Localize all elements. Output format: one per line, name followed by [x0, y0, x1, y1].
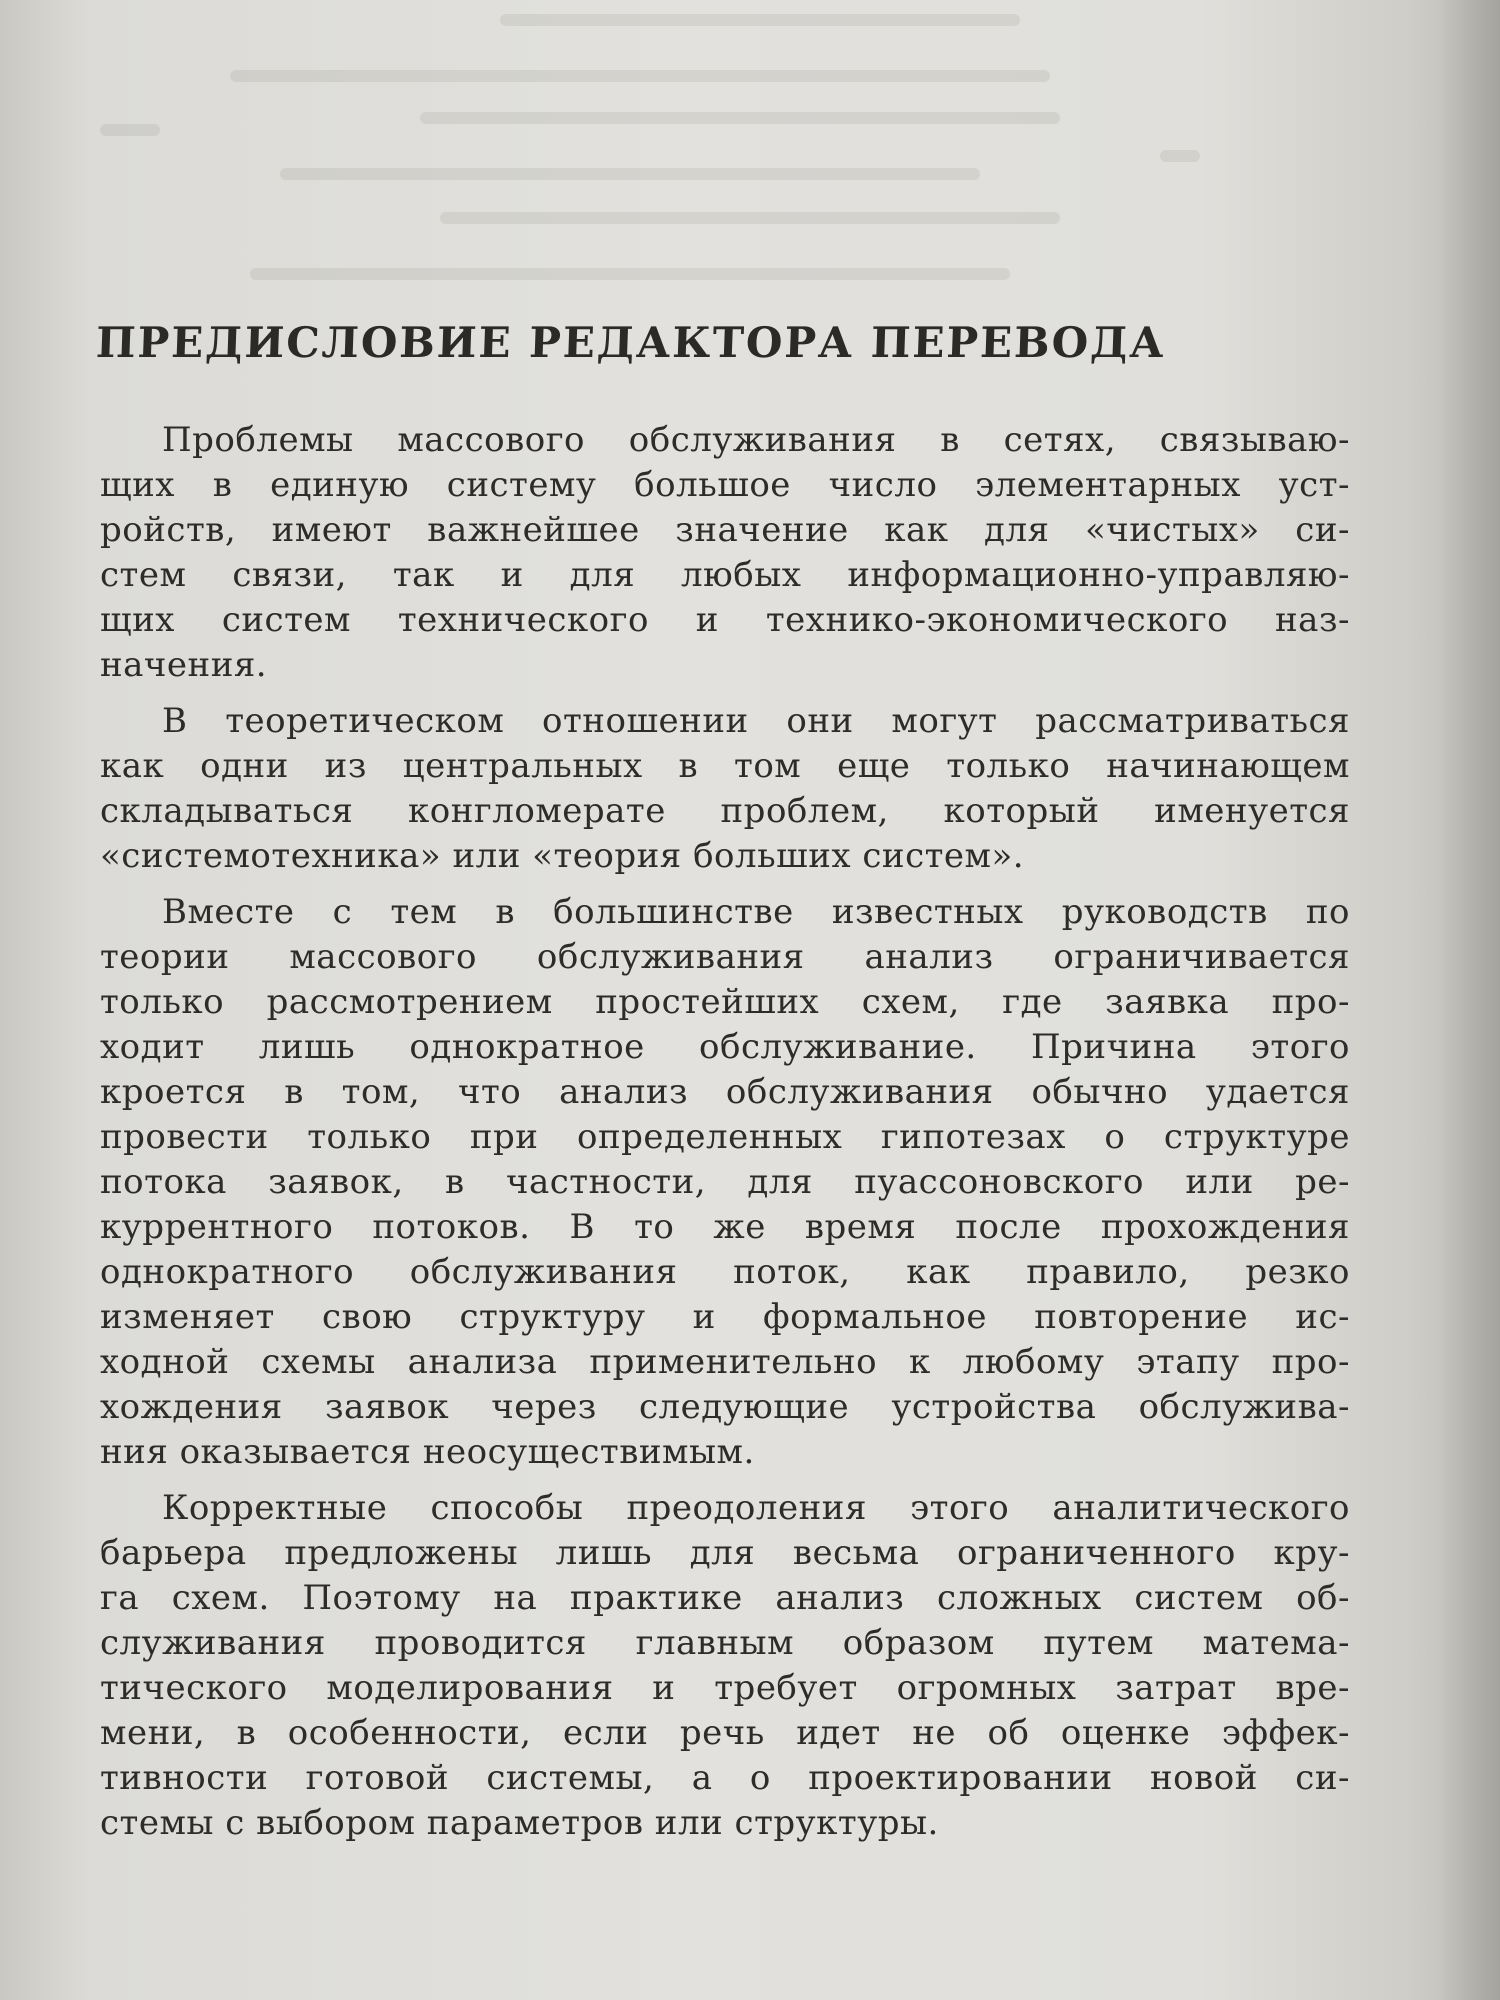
text-line: ния оказывается неосуществимым. — [100, 1432, 755, 1472]
text-line: кроется в том, что анализ обслуживания обычно удается — [100, 1072, 1350, 1112]
text-line: мени, в особенности, если речь идет не об оценке эффек- — [100, 1713, 1350, 1753]
page-body — [100, 418, 1350, 1857]
text-line: га схем. Поэтому на практике анализ сложных систем об- — [100, 1578, 1350, 1618]
text-line: тического моделирования и требует огромных затрат вре- — [100, 1668, 1350, 1708]
text-line: Корректные способы преодоления этого аналитического — [162, 1488, 1350, 1528]
text-line: изменяет свою структуру и формальное повторение ис- — [100, 1297, 1350, 1337]
text-line: провести только при определенных гипотезах о структуре — [100, 1117, 1350, 1157]
text-line: как одни из центральных в том еще только начинающем — [100, 746, 1350, 786]
text-line: теории массового обслуживания анализ ограничивается — [100, 937, 1350, 977]
bleed-through-text — [0, 0, 1500, 320]
text-line: щих в единую систему большое число элементарных уст- — [100, 465, 1350, 505]
text-line: щих систем технического и технико-экономического наз- — [100, 600, 1350, 640]
text-line: ходит лишь однократное обслуживание. Причина этого — [100, 1027, 1350, 1067]
paragraph-2 — [100, 699, 1350, 879]
text-line: начения. — [100, 645, 268, 685]
text-line: потока заявок, в частности, для пуассоновского или ре- — [100, 1162, 1350, 1202]
text-line: «системотехника» или «теория больших систем». — [100, 836, 1025, 876]
paragraph-3 — [100, 890, 1350, 1475]
text-line: В теоретическом отношении они могут рассматриваться — [162, 701, 1350, 741]
text-line: складываться конгломерате проблем, который именуется — [100, 791, 1350, 831]
text-line: ройств, имеют важнейшее значение как для «чистых» си- — [100, 510, 1350, 550]
text-line: куррентного потоков. В то же время после прохождения — [100, 1207, 1350, 1247]
page-title: ПРЕДИСЛОВИЕ РЕДАКТОРА ПЕРЕВОДА — [95, 318, 1167, 367]
text-line: ходной схемы анализа применительно к любому этапу про- — [100, 1342, 1350, 1382]
text-line: только рассмотрением простейших схем, где заявка про- — [100, 982, 1350, 1022]
text-line: Вместе с тем в большинстве известных руководств по — [162, 892, 1350, 932]
text-line: тивности готовой системы, а о проектировании новой си- — [100, 1758, 1350, 1798]
text-line: хождения заявок через следующие устройства обслужива- — [100, 1387, 1350, 1427]
text-line: стемы с выбором параметров или структуры. — [100, 1803, 939, 1843]
text-line: барьера предложены лишь для весьма ограниченного кру- — [100, 1533, 1350, 1573]
text-line: стем связи, так и для любых информационно-управляю- — [100, 555, 1350, 595]
text-line: служивания проводится главным образом путем матема- — [100, 1623, 1350, 1663]
paragraph-4 — [100, 1486, 1350, 1846]
text-line: однократного обслуживания поток, как правило, резко — [100, 1252, 1350, 1292]
text-line: Проблемы массового обслуживания в сетях, связываю- — [162, 420, 1350, 460]
paragraph-1 — [100, 418, 1350, 688]
